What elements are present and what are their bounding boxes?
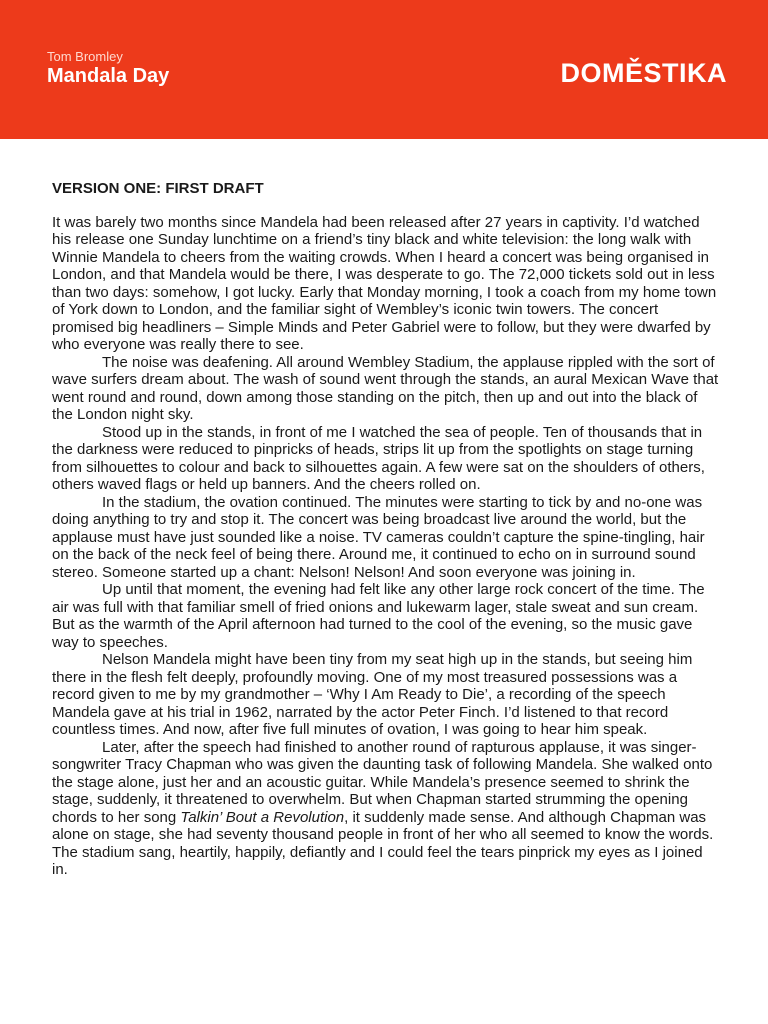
paragraph-2: The noise was deafening. All around Wembley Stadium, the applause rippled with the sort of wave surfers dream about. The wash of sound went through the stands, an aural Mexican Wave that went round and round, down among those standing on the pitch, then up and out into the black of the London night sky. bbox=[52, 353, 719, 423]
paragraph-7-text-a: Later, after the speech had finished to another round of rapturous applause, it was singer-songwriter Tracy Chapman who was given the daunting task of following Mandela. She walked onto the stage alone, just her and an acoustic guitar. While Mandela’s presence seemed to shrink the stage, suddenly, it threatened to overwhelm. But when Chapman started strumming the opening chords to her song bbox=[52, 738, 713, 826]
header-banner bbox=[0, 0, 768, 139]
section-heading: VERSION ONE: FIRST DRAFT bbox=[52, 180, 264, 197]
paragraph-4: In the stadium, the ovation continued. The minutes were starting to tick by and no-one was doing anything to try and stop it. The concert was being broadcast live around the world, but the applause must have just sounded like a noise. TV cameras couldn’t capture the spine-tingling, hair on the back of the neck feel of being there. Around me, it continued to echo on in surround sound stereo. Someone started up a chant: Nelson! Nelson! And soon everyone was joining in. bbox=[52, 493, 705, 581]
brand-logo: DOMĚSTIKA bbox=[560, 58, 727, 88]
document-body bbox=[52, 180, 720, 879]
paragraph-7-text-b: , it suddenly made sense. And although Chapman was alone on stage, she had seventy thousand people in front of her who all seemed to know the words. The stadium sang, heartily, happily, defiantly and I could feel the tears pinprick my eyes as I joined in. bbox=[52, 808, 714, 878]
paragraph-7 bbox=[52, 739, 720, 879]
paragraph-6: Nelson Mandela might have been tiny from my seat high up in the stands, but seeing him there in the flesh felt deeply, profoundly moving. One of my most treasured possessions was a record given to me by my grandmother – ‘Why I Am Ready to Die’, a recording of the speech Mandela gave at his trial in 1962, narrated by the actor Peter Finch. I’d listened to that record countless times. And now, after five full minutes of ovation, I was going to hear him speak. bbox=[52, 651, 693, 738]
author-name: Tom Bromley bbox=[47, 49, 123, 64]
paragraph-5: Up until that moment, the evening had felt like any other large rock concert of the time. The air was full with that familiar smell of fried onions and lukewarm lager, stale sweat and sun cream. But as the warmth of the April afternoon had turned to the cool of the evening, so the music gave way to speeches. bbox=[52, 581, 705, 651]
song-title: Talkin’ Bout a Revolution bbox=[180, 808, 345, 826]
page-title: Mandala Day bbox=[47, 65, 170, 87]
paragraph-3: Stood up in the stands, in front of me I watched the sea of people. Ten of thousands that in the darkness were reduced to pinpricks of heads, strips lit up from the spotlights on stage turning from silhouettes to colour and back to silhouettes again. A few were sat on the shoulders of others, others waved flags or held up banners. And the cheers rolled on. bbox=[52, 423, 705, 493]
paragraph-1: It was barely two months since Mandela had been released after 27 years in captivity. I’d watched his release one Sunday lunchtime on a friend’s tiny black and white television: the long walk with Winnie Mandela to cheers from the waiting crowds. When I heard a concert was being organised in London, and that Mandela would be there, I was desperate to go. The 72,000 tickets sold out in less than two days: somehow, I got lucky. Early that Monday morning, I took a coach from my home town of York down to London, and the familiar sight of Wembley’s iconic twin towers. The concert promised big headliners – Simple Minds and Peter Gabriel were to follow, but they were dwarfed by who everyone was really there to see. bbox=[52, 213, 717, 353]
